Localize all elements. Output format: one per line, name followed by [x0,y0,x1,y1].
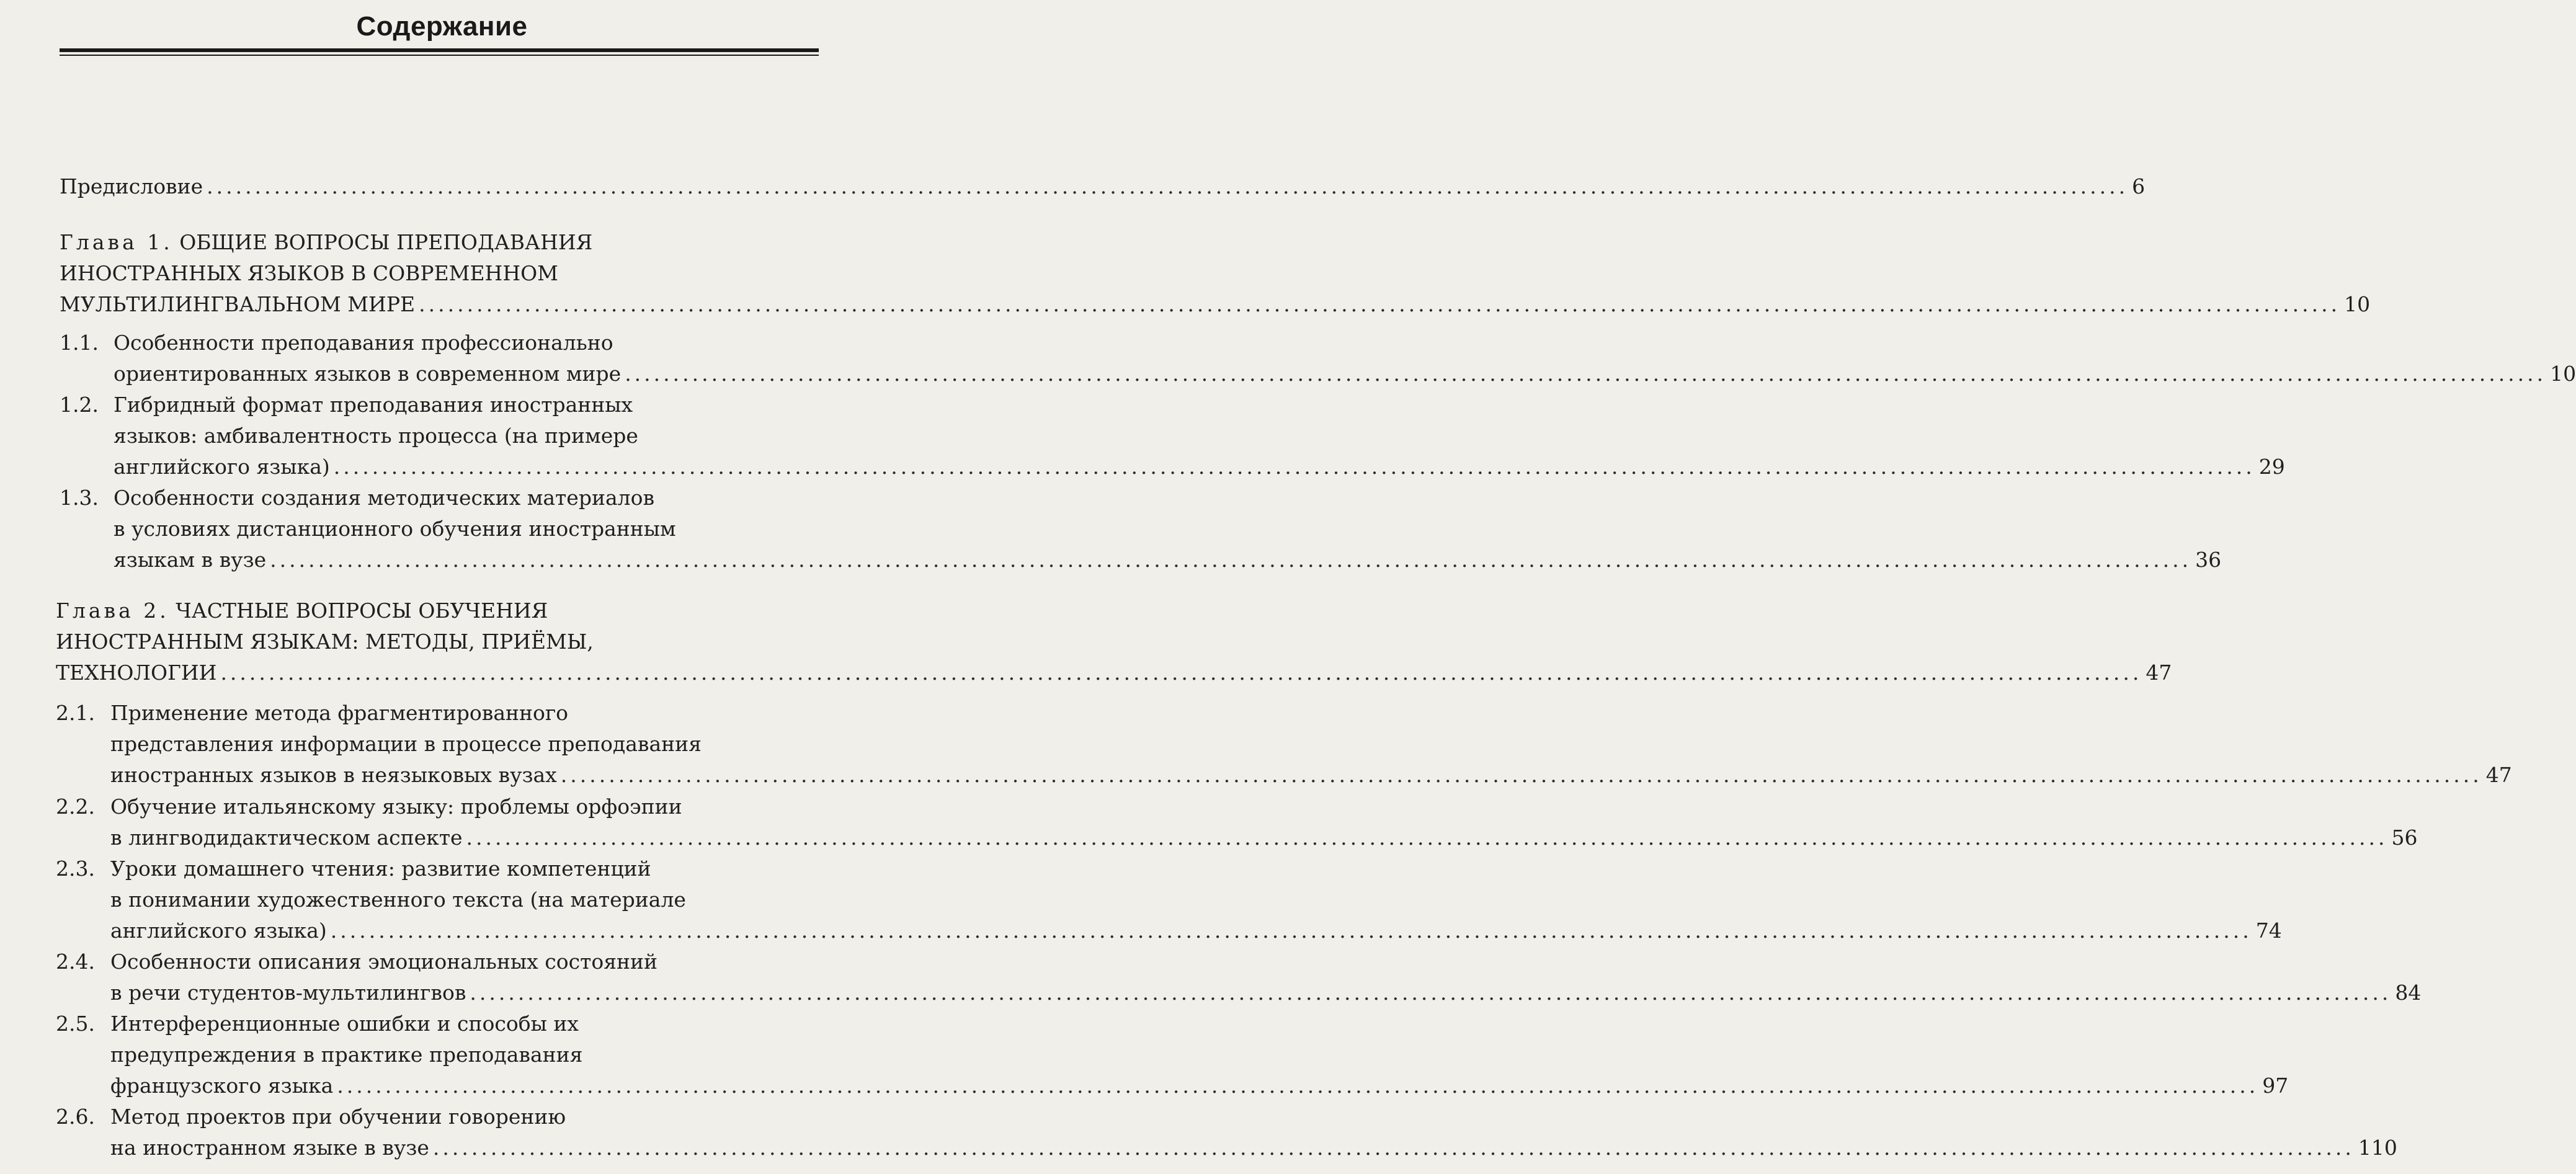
entry-title-line: французского языка [110,1074,334,1098]
section-number: 1.3. [60,486,99,510]
entry-title-line: ТЕХНОЛОГИИ [56,660,217,685]
page-number: 74 [2255,918,2282,943]
entry-title-line: предупреждения в практике преподавания [110,1043,583,1067]
page-number: 10 [2550,362,2576,386]
title-double-rule [60,48,819,57]
leader-dots: ........................................................................................................................................................................................................ [560,763,2482,787]
rule-thin [60,55,819,56]
chapter-label: Глава 1. [60,230,173,254]
leader-dots: ........................................................................................................................................................................................................ [466,825,2388,850]
entry-title-line: Особенности преподавания профессионально [114,331,613,355]
section-number: 2.4. [56,949,95,974]
leader-dots: ........................................................................................................................................................................................................ [432,1136,2355,1160]
entry-last-line [56,657,2172,688]
rule-thick [60,48,819,52]
leader-dots: ........................................................................................................................................................................................................ [419,292,2341,316]
page-number: 6 [2132,174,2146,198]
entry-title-line: Особенности описания эмоциональных состояний [110,949,658,974]
entry-last-line [110,822,2418,853]
page-number: 56 [2391,825,2418,850]
entry-title-line: английского языка) [114,455,330,479]
page-number: 84 [2395,981,2422,1005]
entry-title-line: языкам в вузе [114,548,267,572]
page-number: 97 [2262,1074,2289,1098]
entry-title-line: английского языка) [110,918,327,943]
entry-title-line: Метод проектов при обучении говорению [110,1105,566,1129]
leader-dots: ........................................................................................................................................................................................................ [470,981,2392,1005]
entry-line [56,595,548,626]
entry-title-line: Интерференционные ошибки и способы их [110,1012,579,1036]
entry-title-line: в речи студентов-мультилингвов [110,981,466,1005]
page-number: 29 [2258,455,2285,479]
section-number: 1.2. [60,393,99,417]
page-number: 47 [2146,660,2172,685]
leader-dots: ........................................................................................................................................................................................................ [330,918,2252,943]
leader-dots: ........................................................................................................................................................................................................ [625,362,2547,386]
entry-title-line: в лингводидактическом аспекте [110,825,463,850]
entry-title-line: Обучение итальянскому языку: проблемы орфоэпии [110,794,682,819]
entry-last-line [110,1132,2397,1163]
entry-title-line: на иностранном языке в вузе [110,1136,429,1160]
entry-title: Предисловие [60,174,203,198]
entry-last-line [110,1070,2289,1101]
page-number: 47 [2485,763,2512,787]
page-number: 10 [2344,292,2371,316]
entry-title-line: в понимании художественного текста (на материале [110,887,686,912]
section-number: 2.6. [56,1105,95,1129]
page-title: Содержание [356,11,528,42]
entry-title-line: ориентированных языков в современном мире [114,362,622,386]
leader-dots: ........................................................................................................................................................................................................ [207,174,2129,198]
entry-title-line: иностранных языков в неязыковых вузах [110,763,557,787]
entry-title-line: МУЛЬТИЛИНГВАЛЬНОМ МИРЕ [60,292,416,316]
entry-last-line [114,451,2285,482]
entry-title-line: в условиях дистанционного обучения иностранным [114,517,676,541]
chapter-label: Глава 2. [56,598,169,623]
section-number: 2.2. [56,794,95,819]
entry-title-line: языков: амбивалентность процесса (на примере [114,424,638,448]
entry-title-line: ОБЩИЕ ВОПРОСЫ ПРЕПОДАВАНИЯ [179,230,593,254]
entry-title-line: представления информации в процессе преподавания [110,732,702,756]
section-number: 2.1. [56,701,95,725]
entry-last-line [60,289,2371,320]
entry-line [60,227,592,258]
entry-title-line: ИНОСТРАННЫХ ЯЗЫКОВ В СОВРЕМЕННОМ [60,261,558,285]
entry-title-line: Применение метода фрагментированного [110,701,569,725]
entry-title-line: Уроки домашнего чтения: развитие компетенций [110,856,651,881]
entry-title-line: ИНОСТРАННЫМ ЯЗЫКАМ: МЕТОДЫ, ПРИЁМЫ, [56,629,594,654]
leader-dots: ........................................................................................................................................................................................................ [333,455,2255,479]
leader-dots: ........................................................................................................................................................................................................ [337,1074,2259,1098]
page-number: 36 [2195,548,2222,572]
section-number: 2.3. [56,856,95,881]
entry-last-line [60,171,2146,202]
entry-title-line: ЧАСТНЫЕ ВОПРОСЫ ОБУЧЕНИЯ [176,598,548,623]
entry-last-line [114,358,2576,389]
entry-title-line: Гибридный формат преподавания иностранных [114,393,633,417]
entry-last-line [110,760,2512,791]
entry-last-line [114,545,2222,576]
leader-dots: ........................................................................................................................................................................................................ [220,660,2142,685]
section-number: 2.5. [56,1012,95,1036]
page-number: 110 [2358,1136,2397,1160]
entry-last-line [110,915,2282,946]
entry-last-line [110,977,2422,1008]
section-number: 1.1. [60,331,99,355]
entry-title-line: Особенности создания методических материалов [114,486,655,510]
leader-dots: ........................................................................................................................................................................................................ [270,548,2192,572]
